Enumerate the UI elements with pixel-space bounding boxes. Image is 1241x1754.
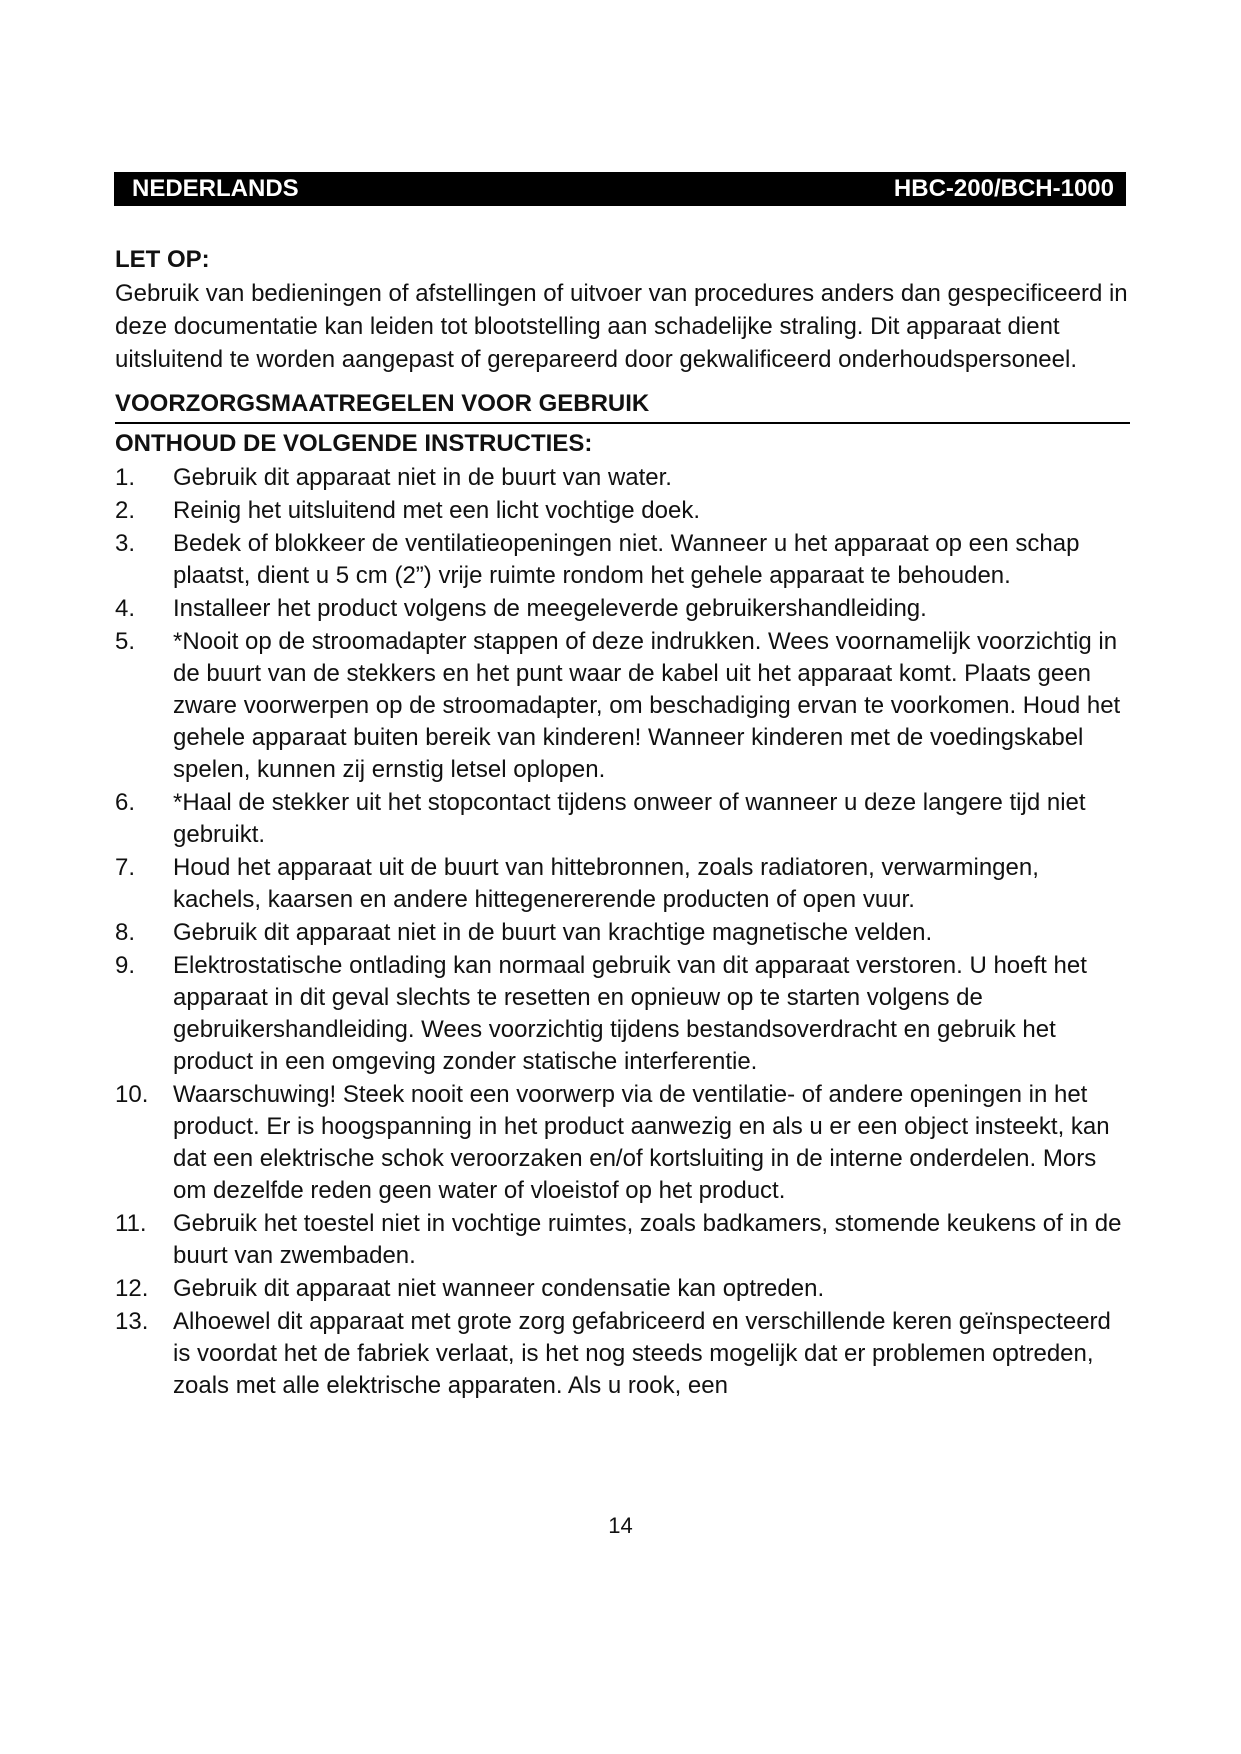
- list-item: [115, 950, 1130, 1078]
- item-text: Gebruik het toestel niet in vochtige ruimtes, zoals badkamers, stomende keukens of in de buurt van zwembaden.: [173, 1210, 1122, 1269]
- item-text: Gebruik dit apparaat niet in de buurt van water.: [173, 464, 672, 491]
- list-item: [115, 495, 1130, 527]
- item-number: 6.: [115, 789, 136, 816]
- page-content: [115, 243, 1130, 1403]
- list-item: [115, 917, 1130, 949]
- list-item: [115, 787, 1130, 851]
- item-text: *Haal de stekker uit het stopcontact tijdens onweer of wanneer u deze langere tijd niet gebruikt.: [173, 789, 1086, 848]
- page-number: 14: [608, 1513, 633, 1538]
- item-text: *Nooit op de stroomadapter stappen of deze indrukken. Wees voornamelijk voorzichtig in de buurt van de stekkers en het punt waar de kabel uit het apparaat komt. Plaats geen zware voorwerpen op de stroomadapter, om beschadiging ervan te voorkomen. Houd het gehele apparaat buiten bereik van kinderen! Wanneer kinderen met de voedingskabel spelen, kunnen zij ernstig letsel oplopen.: [173, 628, 1121, 783]
- header-model: HBC-200/BCH-1000: [893, 175, 1114, 202]
- item-text: Elektrostatische ontlading kan normaal gebruik van dit apparaat verstoren. U hoeft het apparaat in dit geval slechts te resetten en opnieuw op te starten volgens de gebruikershandleiding. Wees voorzichtig tijdens bestandsoverdracht en gebruik het product in een omgeving zonder statische interferentie.: [173, 952, 1087, 1075]
- item-number: 5.: [115, 628, 136, 655]
- item-number: 4.: [115, 595, 136, 622]
- warning-text: Gebruik van bedieningen of afstellingen of uitvoer van procedures anders dan gespecificeerd in deze documentatie kan leiden tot blootstelling aan schadelijke straling. Dit apparaat dient uitsluitend te worden aangepast of gerepareerd door gekwalificeerd onderhoudspersoneel.: [115, 280, 1128, 373]
- list-item: [115, 1306, 1130, 1402]
- list-item: [115, 1273, 1130, 1305]
- item-number: 2.: [115, 497, 136, 524]
- item-text: Reinig het uitsluitend met een licht vochtige doek.: [173, 497, 700, 524]
- section-subtitle: ONTHOUD DE VOLGENDE INSTRUCTIES:: [115, 430, 593, 457]
- item-number: 9.: [115, 952, 136, 979]
- list-item: [115, 1208, 1130, 1272]
- section-divider: [115, 422, 1130, 424]
- list-item: [115, 1079, 1130, 1207]
- list-item: [115, 852, 1130, 916]
- item-text: Installeer het product volgens de meegeleverde gebruikershandleiding.: [173, 595, 927, 622]
- item-number: 10.: [115, 1081, 149, 1108]
- item-text: Gebruik dit apparaat niet in de buurt van krachtige magnetische velden.: [173, 919, 933, 946]
- warning-title: LET OP:: [115, 246, 210, 273]
- item-text: Waarschuwing! Steek nooit een voorwerp via de ventilatie- of andere openingen in het product. Er is hoogspanning in het product aanwezig en als u er een object insteekt, kan dat een elektrische schok veroorzaken en/of kortsluiting in de interne onderdelen. Mors om dezelfde reden geen water of vloeistof op het product.: [173, 1081, 1110, 1204]
- item-text: Bedek of blokkeer de ventilatieopeningen niet. Wanneer u het apparaat op een schap plaatst, dient u 5 cm (2”) vrije ruimte rondom het gehele apparaat te behouden.: [173, 530, 1080, 589]
- item-number: 1.: [115, 464, 136, 491]
- item-number: 3.: [115, 530, 136, 557]
- header-language: NEDERLANDS: [132, 175, 299, 202]
- instruction-list: [115, 462, 1130, 1402]
- list-item: [115, 528, 1130, 592]
- item-text: Alhoewel dit apparaat met grote zorg gefabriceerd en verschillende keren geïnspecteerd is voordat het de fabriek verlaat, is het nog steeds mogelijk dat er problemen optreden, zoals met alle elektrische apparaten. Als u rook, een: [173, 1308, 1111, 1399]
- item-number: 12.: [115, 1275, 149, 1302]
- section-title: VOORZORGSMAATREGELEN VOOR GEBRUIK: [115, 390, 650, 417]
- header-bar: [114, 172, 1126, 206]
- item-text: Gebruik dit apparaat niet wanneer condensatie kan optreden.: [173, 1275, 825, 1302]
- item-number: 7.: [115, 854, 136, 881]
- item-text: Houd het apparaat uit de buurt van hittebronnen, zoals radiatoren, verwarmingen, kachels, kaarsen en andere hittegenererende producten of open vuur.: [173, 854, 1039, 913]
- item-number: 13.: [115, 1308, 149, 1335]
- list-item: [115, 626, 1130, 786]
- list-item: [115, 462, 1130, 494]
- list-item: [115, 593, 1130, 625]
- item-number: 8.: [115, 919, 136, 946]
- item-number: 11.: [115, 1210, 147, 1237]
